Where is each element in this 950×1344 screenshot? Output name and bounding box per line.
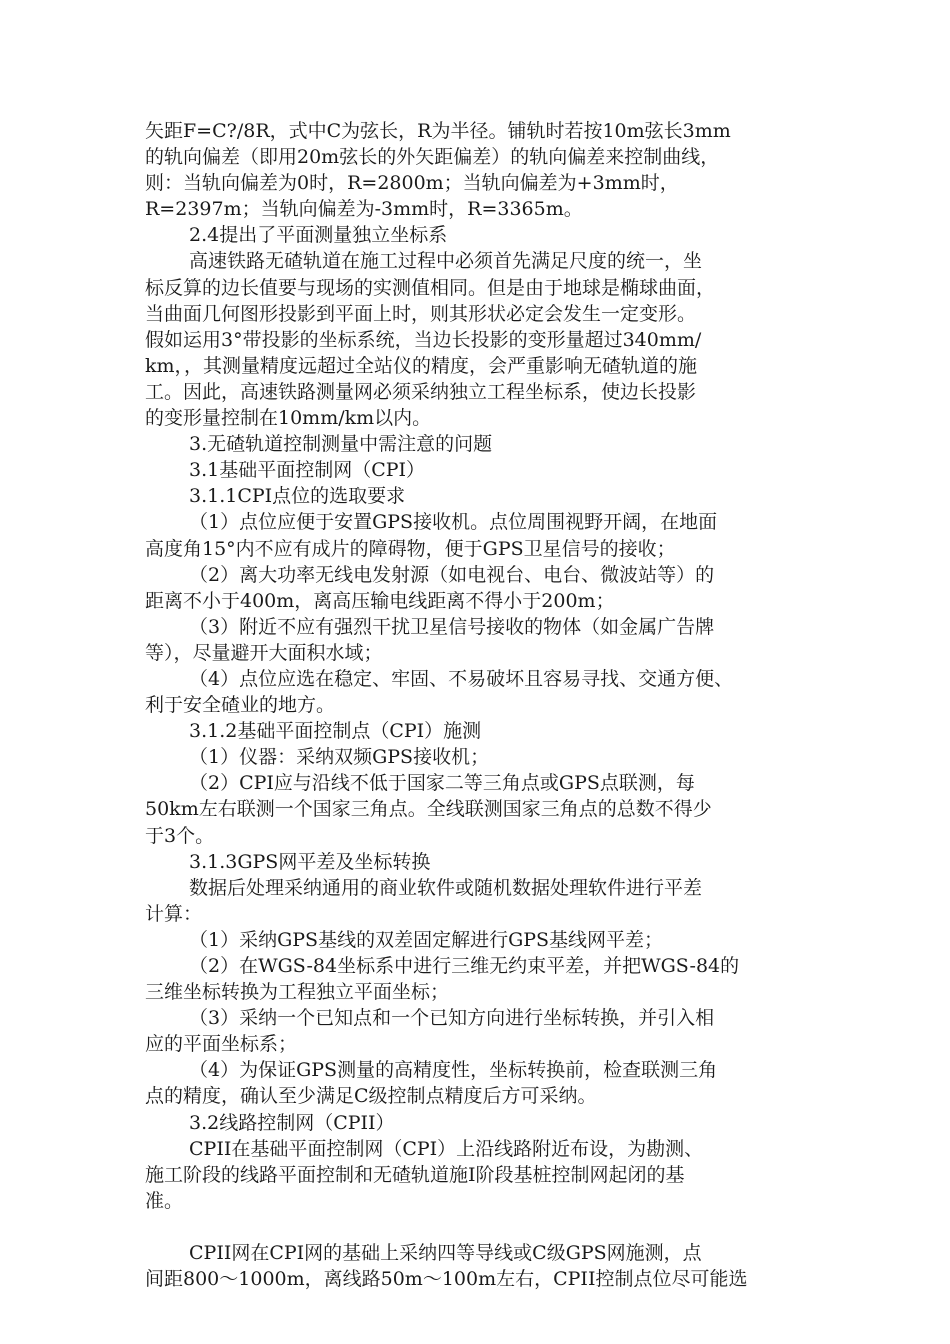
- text-line: R=2397m；当轨向偏差为-3mm时，R=3365m。: [145, 198, 583, 221]
- text-line: 3.1.2基础平面控制点（CPI）施测: [189, 720, 482, 743]
- text-line: （1）仪器：采纳双频GPS接收机；: [189, 746, 490, 769]
- text-line: （1）点位应便于安置GPS接收机。点位周围视野开阔，在地面: [189, 511, 718, 534]
- text-line: 3.1.1CPI点位的选取要求: [189, 485, 406, 508]
- text-line: 高度角15°内不应有成片的障碍物，便于GPS卫星信号的接收；: [145, 537, 676, 560]
- text-line: CPII网在CPI网的基础上采纳四等导线或C级GPS网施测，点: [189, 1242, 702, 1265]
- text-line: 间距800～1000m，离线路50m～100m左右，CPII控制点位尽可能选: [145, 1268, 748, 1291]
- text-line: （1）采纳GPS基线的双差固定解进行GPS基线网平差；: [189, 928, 664, 951]
- text-line: 3.1基础平面控制网（CPI）: [189, 459, 426, 482]
- text-line: 施工阶段的线路平面控制和无碴轨道施I阶段基桩控制网起闭的基: [145, 1163, 685, 1186]
- text-line: 点的精度，确认至少满足C级控制点精度后方可采纳。: [145, 1085, 597, 1108]
- text-line: 矢距F=C?/8R，式中C为弦长，R为半径。铺轨时若按10m弦长3mm: [145, 120, 731, 142]
- text-line: （4）点位应选在稳定、牢固、不易破坏且容易寻找、交通方便、: [189, 667, 734, 690]
- text-line: 数据后处理采纳通用的商业软件或随机数据处理软件进行平差: [189, 876, 703, 899]
- text-line: km，，其测量精度远超过全站仪的精度，会严重影响无碴轨道的施: [145, 354, 698, 377]
- text-line: 等），尽量避开大面积水域；: [145, 641, 383, 664]
- document-body: [145, 118, 810, 1292]
- text-line: 的轨向偏差（即用20m弦长的外矢距偏差）的轨向偏差来控制曲线，: [145, 146, 720, 169]
- text-line: CPII在基础平面控制网（CPI）上沿线路附近布设，为勘测、: [189, 1137, 704, 1160]
- text-line: 3.1.3GPS网平差及坐标转换: [189, 850, 431, 873]
- text-line: 应的平面坐标系；: [145, 1033, 298, 1056]
- text-line: 利于安全碴业的地方。: [145, 694, 336, 717]
- text-line: 的变形量控制在10mm/km以内。: [145, 407, 432, 430]
- text-line: 于3个。: [145, 824, 215, 847]
- text-line: 工。因此，高速铁路测量网必须采纳独立工程坐标系，使边长投影: [145, 380, 697, 403]
- text-line: 准。: [145, 1189, 184, 1212]
- text-line: 计算：: [145, 902, 203, 925]
- text-line: 假如运用3°带投影的坐标系统，当边长投影的变形量超过340mm/: [145, 328, 702, 351]
- text-line: （3）附近不应有强烈干扰卫星信号接收的物体（如金属广告牌: [189, 615, 715, 638]
- text-line: 高速铁路无碴轨道在施工过程中必须首先满足尺度的统一，坐: [189, 250, 703, 273]
- text-line: 则：当轨向偏差为0时，R=2800m；当轨向偏差为+3mm时，: [145, 172, 679, 195]
- text-line: 3.2线路控制网（CPII）: [189, 1111, 395, 1134]
- text-line: [145, 1214, 810, 1240]
- text-line: （2）离大功率无线电发射源（如电视台、电台、微波站等）的: [189, 563, 715, 586]
- text-line: 3.无碴轨道控制测量中需注意的问题: [189, 433, 493, 456]
- text-line: （2）在WGS-84坐标系中进行三维无约束平差，并把WGS-84的: [189, 955, 740, 977]
- text-line: （2）CPI应与沿线不低于国家二等三角点或GPS点联测，每: [189, 772, 695, 795]
- text-line: （4）为保证GPS测量的高精度性，坐标转换前，检查联测三角: [189, 1059, 718, 1082]
- text-line: 距离不小于400m，离高压输电线距离不得小于200m；: [145, 589, 615, 612]
- text-line: 标反算的边长值要与现场的实测值相同。但是由于地球是椭球曲面，: [145, 276, 716, 299]
- text-line: 50km左右联测一个国家三角点。全线联测国家三角点的总数不得少: [145, 798, 712, 821]
- text-line: 三维坐标转换为工程独立平面坐标；: [145, 981, 450, 1004]
- text-line: 当曲面几何图形投影到平面上时，则其形状必定会发生一定变形。: [145, 302, 697, 325]
- text-line: 2.4提出了平面测量独立坐标系: [189, 224, 448, 247]
- text-line: （3）采纳一个已知点和一个已知方向进行坐标转换，并引入相: [189, 1007, 715, 1030]
